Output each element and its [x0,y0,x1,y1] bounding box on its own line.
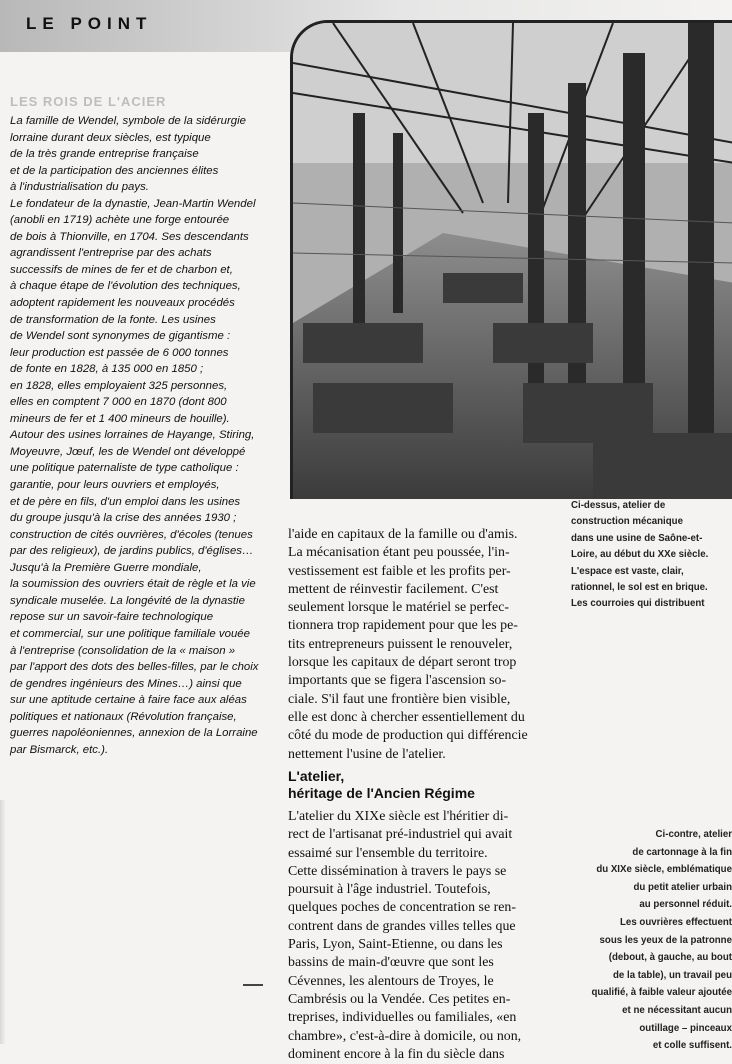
sidebar-line: de fonte en 1828, à 135 000 en 1850 ; [10,363,204,376]
article-line: vestissement est faible et les profits per- [288,563,511,579]
sidebar-line: mineurs de fer et 1 400 mineurs de houille). [10,412,230,425]
caption-line: au personnel réduit. [639,899,732,911]
article-line: côté du mode de production qui différencie [288,728,528,744]
caption-line: qualifié, à faible valeur ajoutée [591,987,732,999]
page-dash [243,984,263,986]
article-line: poursuit à l'âge industriel. Toutefois, [288,882,491,898]
article-line: rect de l'artisanat pré-industriel qui avait [288,827,513,843]
photo-caption-bottom [572,826,732,1055]
sidebar-line: Jusqu'à la Première Guerre mondiale, [10,561,202,574]
caption-line: du petit atelier urbain [633,881,732,893]
sidebar-line: Autour des usines lorraines de Hayange, Stiring, [10,429,255,442]
sidebar-line: à chaque étape de l'évolution des techniques, [10,280,241,293]
article-line: l'aide en capitaux de la famille ou d'amis. [288,527,518,542]
caption-line: Les ouvrières effectuent [620,916,732,928]
sidebar-line: de la très grande entreprise française [10,148,199,161]
sidebar-line: par des religieux), de jardins publics, d'églises… [10,545,254,558]
sidebar-line: La famille de Wendel, symbole de la sidérurgie [10,115,246,127]
article-line: mettent de réinvestir facilement. C'est [288,581,499,597]
section-heading-line1: L'atelier, [288,768,345,784]
article-line: nettement l'usine de l'atelier. [288,746,446,762]
sidebar-line: de transformation de la fonte. Les usines [10,313,216,326]
article-line: Cambrésis ou la Vendée. Ces petites en- [288,991,511,1007]
caption-line: de la table), un travail peu [613,969,732,981]
sidebar-line: guerres napoléoniennes, annexion de la Lorraine [10,727,258,740]
sidebar-line: sur une aptitude certaine à faire face aux aléas [10,694,247,707]
article-line: chambre», c'est-à-dire à domicile, ou non, [288,1028,522,1044]
sidebar-line: repose sur un savoir-faire technologique [10,611,214,624]
caption-line: de cartonnage à la fin [632,846,732,858]
workshop-photo [290,20,732,499]
sidebar-heading: LES ROIS DE L'ACIER [10,94,167,109]
sidebar-line: (anobli en 1719) achète une forge entourée [10,214,230,227]
caption-line: Ci-dessus, atelier de [571,500,666,511]
sidebar-line: et commercial, sur une politique familiale vouée [10,627,250,640]
caption-line: du XIXe siècle, emblématique [596,864,732,876]
article-line: contrent dans de grandes villes telles que [288,918,516,934]
article-line: treprises, individuelles ou familiales, «en [288,1010,517,1026]
sidebar-line: adoptent rapidement les nouveaux procédés [10,297,235,310]
caption-line: Loire, au début du XXe siècle. [571,549,709,561]
sidebar-line: garantie, pour leurs ouvriers et employés, [10,479,220,492]
caption-line: Ci-contre, atelier [655,829,732,840]
article-line: Cette dissémination à travers le pays se [288,863,507,879]
section-title: LE POINT [26,14,153,33]
workshop-photo-icon [293,23,732,499]
article-line: Cévennes, les alentours de Troyes, le [288,973,494,989]
caption-line: outillage – pinceaux [639,1022,732,1034]
article-line: tionnera trop rapidement pour que les pe- [288,618,518,634]
sidebar-line: à l'entreprise (consolidation de la « maison » [10,644,236,657]
sidebar-line: lorraine durant deux siècles, est typique [10,131,211,144]
article-line: bassins de main-d'œuvre que sont les [288,955,494,971]
sidebar-line: du groupe jusqu'à la crise des années 1930 ; [10,512,237,525]
article-line: elle est donc à chercher essentiellement du [288,709,525,725]
sidebar-line: la soumission des ouvriers était de règle et la vie [10,578,256,591]
sidebar-line: et de la participation des anciennes élites [10,164,219,177]
sidebar-line: de gendres ingénieurs des Mines…) ainsi que [10,677,242,690]
article-line: La mécanisation étant peu poussée, l'in- [288,545,510,561]
article-line: L'atelier du XIXe siècle est l'héritier di- [288,809,509,824]
caption-line: et ne nécessitant aucun [622,1004,732,1016]
caption-line: Les courroies qui distribuent [571,598,705,610]
article-line: importants que se figera l'ascension so- [288,673,507,689]
sidebar-line: construction de cités ouvrières, d'écoles (tenues [10,528,253,541]
sidebar-line: elles en comptent 7 000 en 1870 (dont 800 [10,396,227,409]
sidebar-line: une politique paternaliste de type catholique : [10,462,239,475]
article-line: essaimé sur l'ensemble du territoire. [288,845,488,861]
article-column-bottom [288,808,556,1064]
article-line: ciale. S'il faut une frontière bien visible, [288,691,511,707]
article-line: dominent encore à la fin du siècle dans [288,1046,505,1062]
sidebar-line: et de père en fils, d'un emploi dans les usines [10,495,241,508]
sidebar-line: politiques et nationaux (Révolution française, [10,710,237,723]
sidebar-line: syndicale muselée. La longévité de la dynastie [10,594,245,607]
section-heading-line2: héritage de l'Ancien Régime [288,785,475,801]
article-line: tits entrepreneurs puissent le renouveler, [288,636,513,652]
sidebar-line: successifs de mines de fer et de charbon et, [10,263,233,276]
caption-line: rationnel, le sol est en brique. [571,582,708,594]
caption-line: sous les yeux de la patronne [599,934,732,946]
sidebar-line: leur production est passée de 6 000 tonnes [10,346,229,359]
sidebar-line: en 1828, elles employaient 325 personnes, [10,379,228,392]
caption-line: et colle suffisent. [652,1040,732,1052]
section-heading [288,768,556,802]
sidebar-line: agrandissent l'entreprise par des achats [10,247,212,260]
caption-line: construction mécanique [571,516,683,528]
article-line: quelques poches de concentration se ren- [288,900,516,916]
scan-edge [0,800,6,1044]
sidebar-line: par l'apport des dots des belles-filles, par le choix [10,661,259,674]
sidebar-line: de Wendel sont synonymes de gigantisme : [10,330,231,343]
sidebar-line: Le fondateur de la dynastie, Jean-Martin Wendel [10,197,256,210]
photo-caption-top [571,498,731,613]
sidebar-line: Moyeuvre, Jœuf, les de Wendel ont développé [10,445,246,458]
sidebar-line: à l'industrialisation du pays. [10,181,149,194]
article-column-top [288,526,556,764]
article-line: lorsque les capitaux de départ seront trop [288,655,517,671]
article-line: Paris, Lyon, Saint-Etienne, ou dans les [288,937,503,953]
article-line: seulement lorsque le matériel se perfec- [288,600,509,616]
sidebar-body [10,113,268,758]
sidebar-line: de bois à Thionville, en 1704. Ses descendants [10,230,249,243]
caption-line: dans une usine de Saône-et- [571,532,703,544]
sidebar-line: par Bismarck, etc.). [10,743,109,756]
caption-line: (debout, à gauche, au bout [608,952,732,964]
caption-line: L'espace est vaste, clair, [571,565,684,577]
